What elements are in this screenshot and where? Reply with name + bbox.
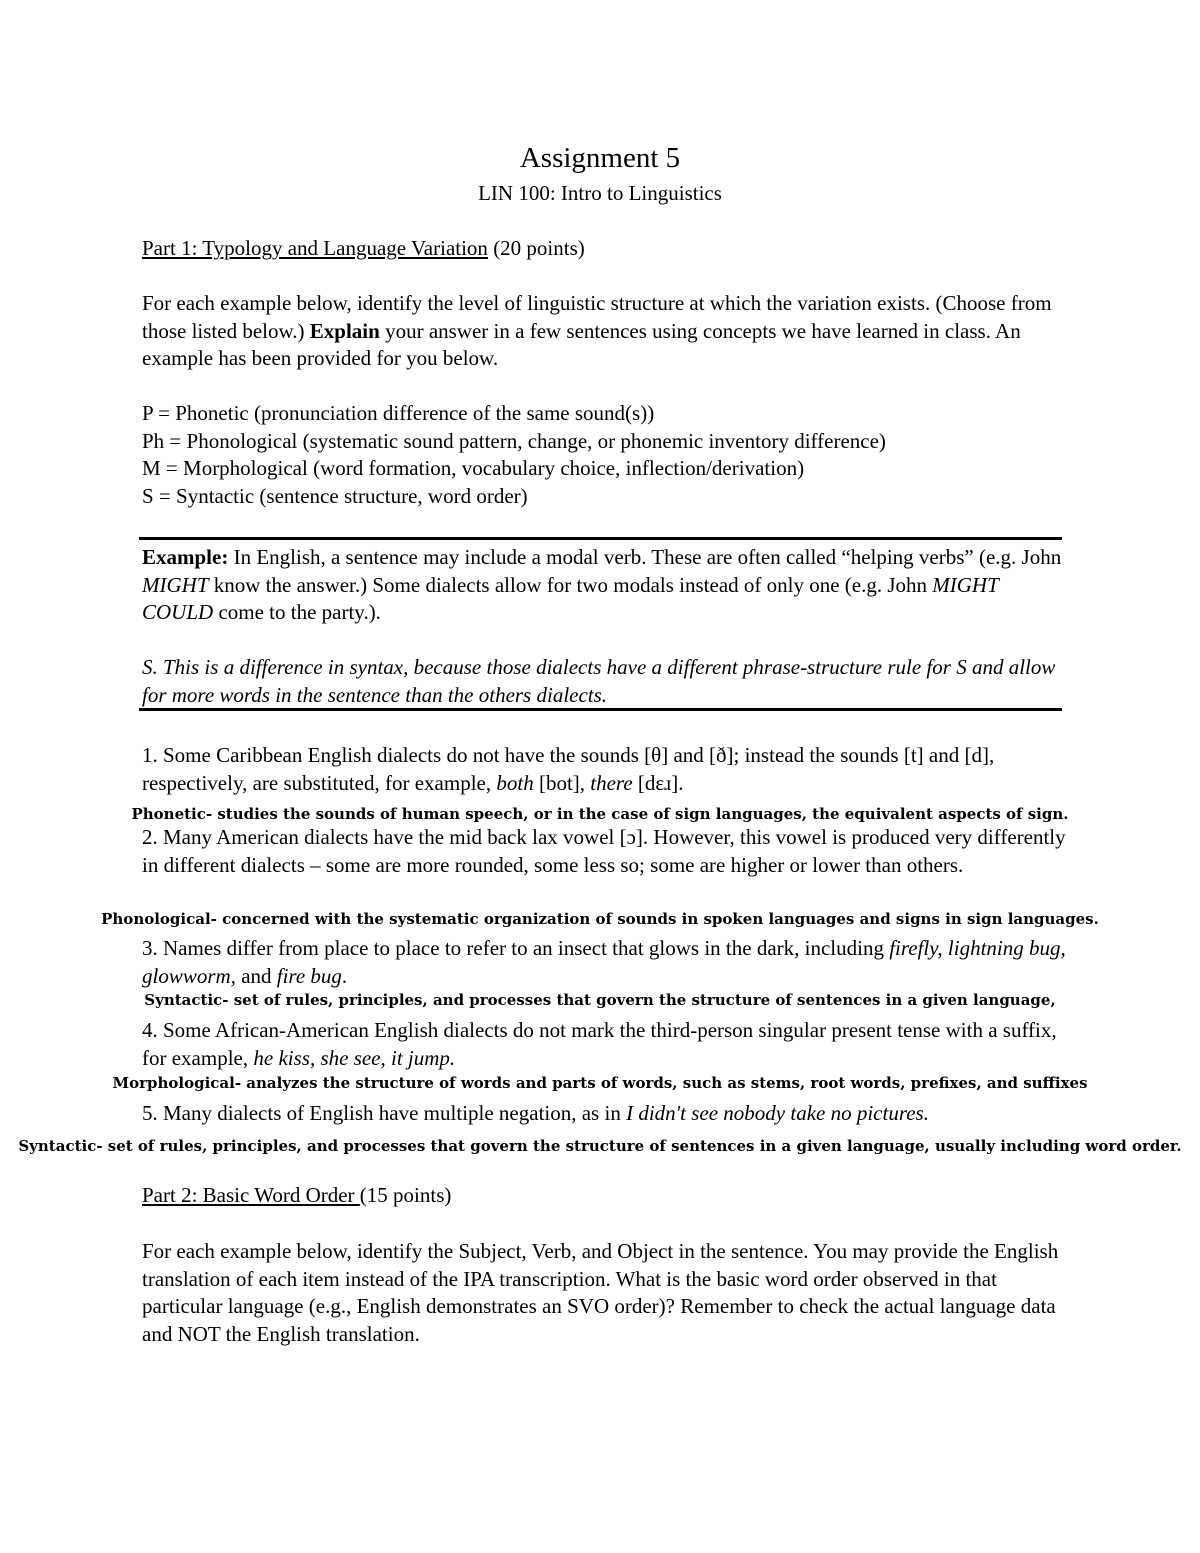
- answer-1: Phonetic- studies the sounds of human speech, or in the case of sign languages, the equivalent aspects of sign.: [131, 805, 1069, 823]
- levels-list: [142, 400, 1072, 510]
- part1-intro-text: For each example below, identify the level of linguistic structure at which the variation exists. (Choose from those listed below.): [142, 291, 1052, 343]
- assignment-title: Assignment 5: [519, 142, 681, 174]
- question-3-example-words: firefly, lightning bug, glowworm,: [142, 936, 1066, 988]
- example-top-rule: [139, 537, 1062, 540]
- question-1-transcription-2: [dɛɹ].: [632, 770, 684, 795]
- part2-heading: [142, 1182, 1072, 1209]
- level-syntactic: S = Syntactic (sentence structure, word order): [142, 483, 528, 508]
- question-3-example-word-last: fire bug: [276, 963, 342, 988]
- part1-heading: [142, 235, 1072, 262]
- example-label: Example:: [142, 545, 229, 569]
- example-text: In English, a sentence may include a modal verb. These are often called “helping verbs” (e.g. John: [228, 545, 1062, 569]
- example-modal-2: MIGHT COULD: [142, 572, 999, 624]
- question-5: [142, 1100, 1072, 1128]
- part1-heading-points: (20 points): [487, 236, 585, 260]
- question-5-text: 5. Many dialects of English have multiple negation, as in: [142, 1101, 627, 1125]
- part1-heading-title: Part 1: Typology and Language Variation: [142, 236, 488, 260]
- question-3: [142, 935, 1072, 990]
- question-5-example: I didn't see nobody take no pictures.: [626, 1101, 929, 1125]
- example-modal-1: MIGHT: [142, 572, 209, 597]
- question-1: [142, 742, 1072, 797]
- question-3-text: 3. Names differ from place to place to refer to an insect that glows in the dark, including: [142, 936, 890, 960]
- question-2: 2. Many American dialects have the mid back lax vowel [ɔ]. However, this vowel is produced very differently in different dialects – some are more rounded, some less so; some are higher or lower than others.: [142, 825, 1066, 877]
- level-phonological: Ph = Phonological (systematic sound pattern, change, or phonemic inventory difference): [142, 428, 886, 453]
- question-3-period: .: [341, 963, 348, 988]
- question-4: [142, 1017, 1072, 1072]
- question-4-text: 4. Some African-American English dialects do not mark the third-person singular present tense with a suffix, for example,: [142, 1018, 1057, 1070]
- example-text-2: know the answer.) Some dialects allow for two modals instead of only one (e.g. John: [208, 572, 933, 597]
- course-subtitle: LIN 100: Intro to Linguistics: [478, 181, 722, 205]
- question-1-text: 1. Some Caribbean English dialects do not have the sounds [θ] and [ð]; instead the sounds [t] and [d], respectively, are substituted, for example,: [142, 743, 995, 795]
- example-bottom-rule: [139, 708, 1062, 711]
- answer-2: Phonological- concerned with the systematic organization of sounds in spoken languages and signs in sign languages.: [101, 910, 1099, 928]
- level-phonetic: P = Phonetic (pronunciation difference of the same sound(s)): [142, 401, 655, 425]
- question-3-conjunction: and: [235, 963, 277, 988]
- answer-4: Morphological- analyzes the structure of words and parts of words, such as stems, root words, prefixes, and suffixes: [112, 1074, 1088, 1092]
- example-text-3: come to the party.).: [213, 600, 381, 624]
- example-answer: [142, 654, 1072, 709]
- part1-instructions: [142, 290, 1072, 373]
- part2-heading-title: Part 2: Basic Word Order: [142, 1183, 360, 1207]
- answer-5: Syntactic- set of rules, principles, and processes that govern the structure of sentences in a given language, usually including word order.: [18, 1137, 1182, 1155]
- part2-instructions: For each example below, identify the Subject, Verb, and Object in the sentence. You may provide the English translation of each item instead of the IPA transcription. What is the basic word order observed in that particular language (e.g., English demonstrates an SVO order)? Remember to check the actual language data and NOT the English translation.: [142, 1239, 1059, 1346]
- part2-heading-points: (15 points): [359, 1183, 452, 1207]
- example-box: [142, 544, 1072, 627]
- question-1-example-word-2: there: [590, 770, 633, 795]
- example-answer-text: S. This is a difference in syntax, because those dialects have a different phrase-structure rule for S and allow for more words in the sentence than the others dialects.: [142, 655, 1056, 707]
- level-morphological: M = Morphological (word formation, vocabulary choice, inflection/derivation): [142, 456, 805, 480]
- question-1-example-word: both: [496, 770, 534, 795]
- part1-intro-explain: Explain: [309, 318, 380, 343]
- question-1-transcription: [bot],: [533, 770, 591, 795]
- answer-3: Syntactic- set of rules, principles, and processes that govern the structure of sentences in a given language,: [144, 991, 1056, 1009]
- part1-intro-text-end: your answer in a few sentences using concepts we have learned in class. An example has been provided for you below.: [142, 318, 1021, 370]
- question-4-example: he kiss, she see, it jump.: [253, 1045, 456, 1070]
